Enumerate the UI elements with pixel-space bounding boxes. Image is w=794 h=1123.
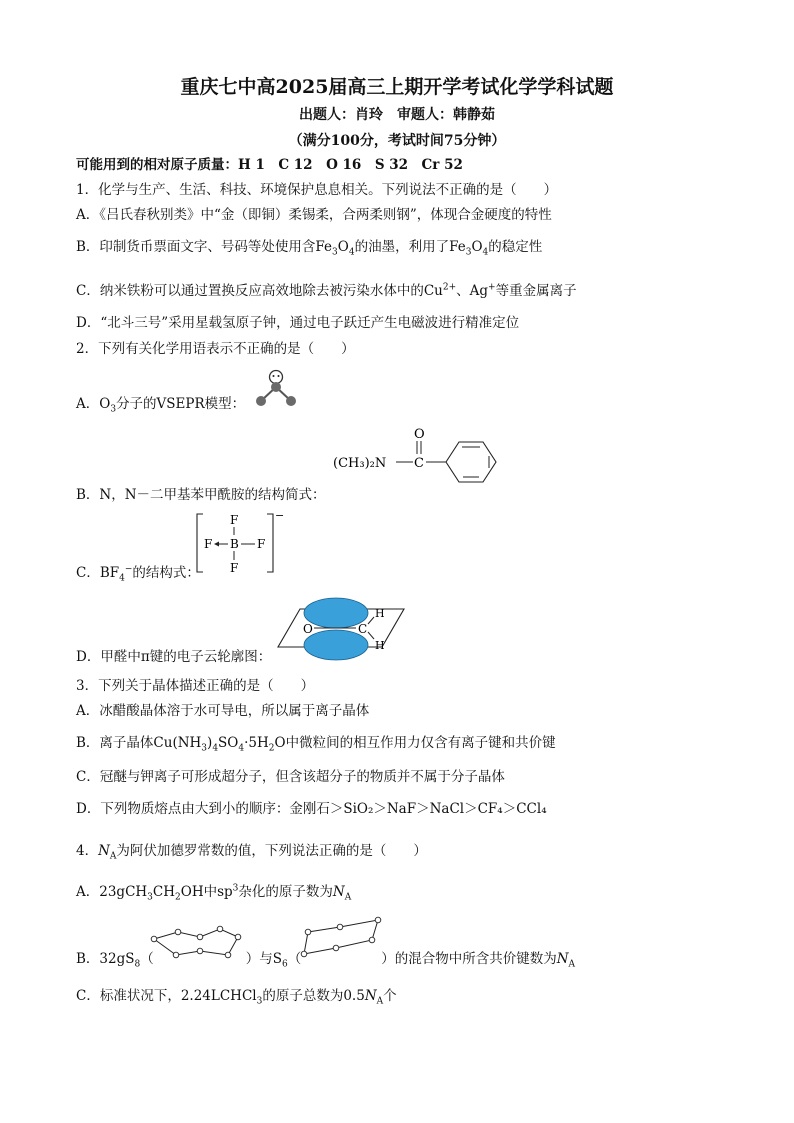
orbital-h-bottom: H (375, 639, 385, 652)
q1-option-d: D．“北斗三号”采用星载氢原子钟，通过电子跃迁产生电磁波进行精准定位 (76, 315, 520, 331)
authors-line: 出题人：肖玲 审题人：韩静茹 (299, 107, 495, 123)
formaldehyde-pi-orbital (278, 597, 408, 667)
bf4-f-right: F (257, 537, 266, 551)
q1-option-b: B．印制货币票面文字、号码等处使用含$Fe_3O_4$的油墨，利用了$Fe_3O_4$的稳定性 (76, 239, 543, 258)
o3-vsepr-model (250, 365, 310, 415)
bf4-charge: − (275, 509, 285, 522)
q1-stem: 1．化学与生产、生活、科技、环境保护息息相关。下列说法不正确的是（ ） (76, 182, 558, 198)
orbital-h-top: H (375, 607, 385, 620)
q2-stem: 2．下列有关化学用语表示不正确的是（ ） (76, 341, 355, 357)
carbonyl-carbon-label: C (414, 456, 424, 471)
q3-option-a: A．冰醋酸晶体溶于水可导电，所以属于离子晶体 (76, 703, 370, 719)
amine-group-label: (CH₃)₂N (333, 456, 387, 471)
q4-option-c: C．标准状况下，2.24LCHCl$_3$的原子总数为$0.5N_A$个 (76, 988, 397, 1007)
q3-option-c: C．冠醚与钾离子可形成超分子，但含该超分子的物质并不属于分子晶体 (76, 769, 505, 785)
page-title: 重庆七中高2025届高三上期开学考试化学学科试题 (180, 76, 614, 98)
atomic-masses: 可能用到的相对原子质量：H 1 C 12 O 16 S 32 Cr 52 (76, 157, 463, 173)
bf4-f-left: F (204, 537, 213, 551)
q3-option-d: D．下列物质熔点由大到小的顺序：金刚石＞SiO₂＞NaF＞NaCl＞CF₄＞CCl₄ (76, 801, 547, 817)
bf4-f-bottom: F (230, 561, 239, 575)
orbital-c-label: C (358, 622, 368, 636)
bf4-f-top: F (230, 513, 239, 527)
q4-option-b: B．$32gS_8$（ ）与$S_6$（ ）的混合物中所含共价键数为$N_A$ (76, 951, 576, 970)
q2-option-b: B．N，N－二甲基苯甲酰胺的结构简式： (76, 487, 326, 503)
q4-option-a: A．$23gCH_3CH_2OH$中$sp^3$杂化的原子数为$N_A$ (76, 883, 352, 903)
q1-option-a: A．《吕氏春秋别类》中“金（即铜）柔锡柔，合两柔则钢”，体现合金硬度的特性 (76, 207, 552, 223)
q3-option-b: B．离子晶体$Cu(NH_3)_4SO_4\cdot 5H_2O$中微粒间的相互作用力仅含有离子键和共价键 (76, 735, 556, 754)
orbital-o-label: O (303, 622, 313, 636)
q2-option-c: C．$BF_4^-$的结构式： (76, 564, 200, 584)
dimethylbenzamide-structure (330, 425, 510, 505)
carbonyl-oxygen-label: O (414, 427, 425, 442)
q4-stem: 4．$N_A$为阿伏加德罗常数的值，下列说法正确的是（ ） (76, 843, 427, 862)
q2-option-a: A．$O_3$分子的VSEPR模型： (76, 396, 246, 415)
q3-stem: 3．下列关于晶体描述正确的是（ ） (76, 678, 315, 694)
bf4-structure (195, 510, 285, 580)
exam-info: （满分100分，考试时间75分钟） (288, 133, 506, 149)
q1-option-c: C．纳米铁粉可以通过置换反应高效地除去被污染水体中的$Cu^{2+}$、Ag+等重金属离子 (76, 282, 577, 299)
q2-option-d: D．甲醛中π键的电子云轮廓图： (76, 649, 272, 665)
bf4-b-center: B (230, 537, 239, 551)
